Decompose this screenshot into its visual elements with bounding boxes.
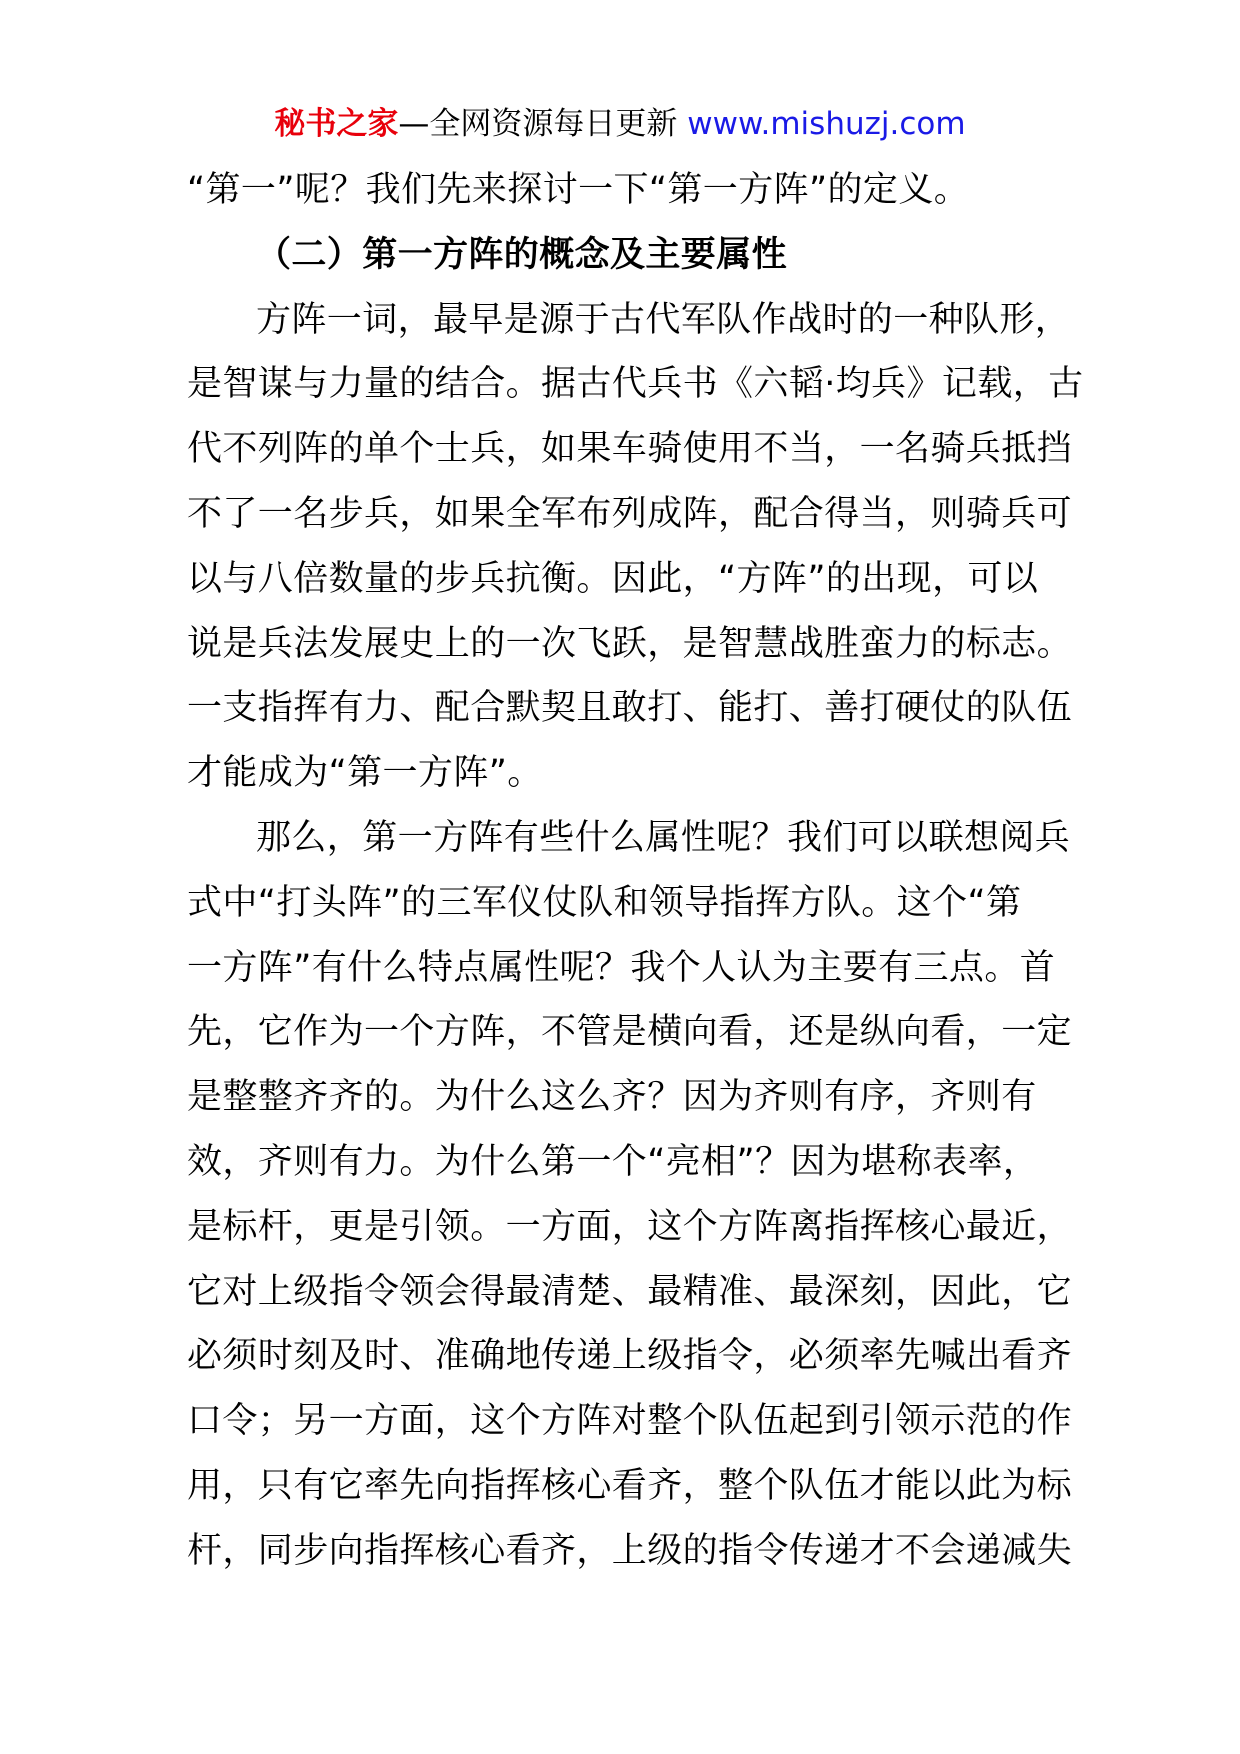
text-line-19: 必须时刻及时、准确地传递上级指令，必须率先喊出看齐 (187, 1336, 1073, 1377)
text-line-5: 代不列阵的单个士兵，如果车骑使用不当，一名骑兵抵挡 (187, 429, 1073, 470)
text-line-15: 是整整齐齐的。为什么这么齐？因为齐则有序，齐则有 (187, 1077, 1037, 1118)
text-line-21: 用，只有它率先向指挥核心看齐，整个队伍才能以此为标 (187, 1466, 1073, 1506)
brand-name: 秘书之家 (274, 106, 399, 142)
text-line-3: 方阵一词，最早是源于古代军队作战时的一种队形， (256, 299, 1071, 340)
site-header (0, 104, 1240, 144)
text-line-13: 一方阵”有什么特点属性呢？我个人认为主要有三点。首 (187, 947, 1056, 988)
text-line-22: 杆，同步向指挥核心看齐，上级的指令传递才不会递减失 (187, 1530, 1073, 1571)
text-line-4: 是智谋与力量的结合。据古代兵书《六韬·均兵》记载，古 (187, 364, 1084, 405)
text-line-8: 说是兵法发展史上的一次飞跃，是智慧战胜蛮力的标志。 (187, 623, 1073, 664)
text-line-16: 效，齐则有力。为什么第一个“亮相”？因为堪称表率， (187, 1142, 1039, 1182)
header-tagline: —全网资源每日更新 (398, 106, 678, 142)
text-line-10: 才能成为“第一方阵”。 (187, 753, 543, 794)
text-line-17: 是标杆，更是引领。一方面，这个方阵离指挥核心最近， (187, 1206, 1073, 1247)
site-url-link[interactable]: www.mishuzj.com (687, 106, 966, 142)
text-line-9: 一支指挥有力、配合默契且敢打、能打、善打硬仗的队伍 (187, 688, 1073, 729)
text-line-7: 以与八倍数量的步兵抗衡。因此，“方阵”的出现，可以 (187, 558, 1039, 599)
section-heading: （二）第一方阵的概念及主要属性 (256, 234, 788, 275)
text-line-14: 先，它作为一个方阵，不管是横向看，还是纵向看，一定 (187, 1012, 1073, 1053)
text-line-18: 它对上级指令领会得最清楚、最精准、最深刻，因此，它 (187, 1271, 1073, 1312)
text-line-20: 口令；另一方面，这个方阵对整个队伍起到引领示范的作 (187, 1401, 1073, 1442)
text-line-12: 式中“打头阵”的三军仪仗队和领导指挥方队。这个“第 (187, 882, 1022, 923)
text-line-11: 那么，第一方阵有些什么属性呢？我们可以联想阅兵 (256, 818, 1071, 858)
text-line-6: 不了一名步兵，如果全军布列成阵，配合得当，则骑兵可 (187, 494, 1073, 534)
text-line-1: “第一”呢？我们先来探讨一下“第一方阵”的定义。 (187, 170, 970, 210)
